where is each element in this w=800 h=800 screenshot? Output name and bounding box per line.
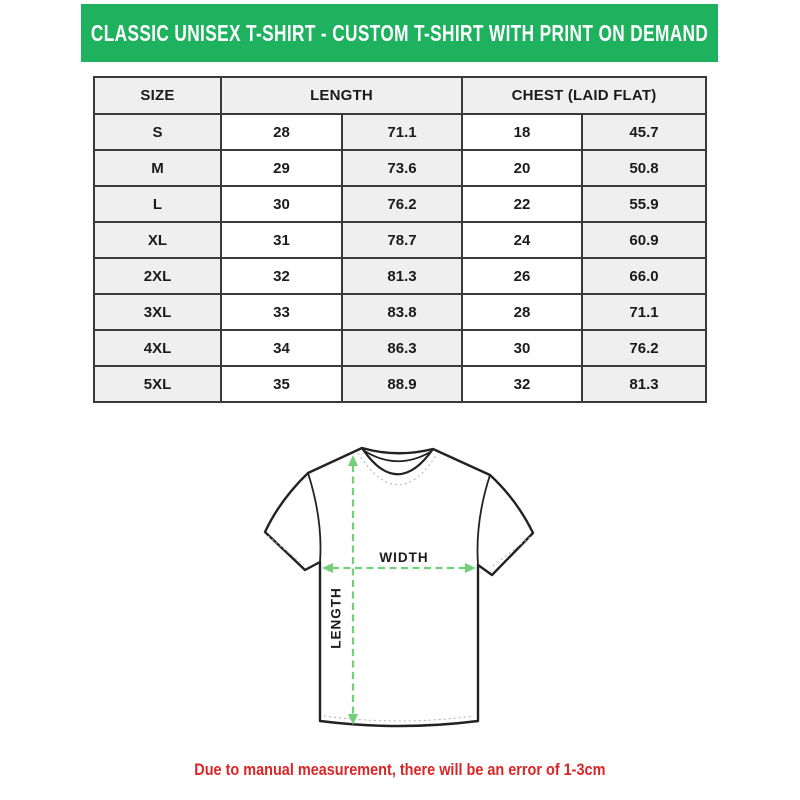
length-in-cell: 29 — [221, 150, 342, 186]
length-cm-cell: 86.3 — [342, 330, 462, 366]
size-cell: 3XL — [94, 294, 221, 330]
tshirt-outline — [265, 448, 533, 726]
length-in-cell: 33 — [221, 294, 342, 330]
length-cm-cell: 78.7 — [342, 222, 462, 258]
chest-cm-cell: 50.8 — [582, 150, 706, 186]
chest-cm-cell: 76.2 — [582, 330, 706, 366]
length-cm-cell: 76.2 — [342, 186, 462, 222]
page-title: CLASSIC UNISEX T-SHIRT - CUSTOM T-SHIRT WITH PRINT ON DEMAND — [90, 19, 709, 46]
chest-in-cell: 20 — [462, 150, 582, 186]
column-header-length: LENGTH — [221, 77, 462, 114]
chest-in-cell: 24 — [462, 222, 582, 258]
length-in-cell: 30 — [221, 186, 342, 222]
size-cell: L — [94, 186, 221, 222]
length-in-cell: 28 — [221, 114, 342, 150]
disclaimer-text: Due to manual measurement, there will be an error of 1-3cm — [194, 760, 606, 779]
column-header-chest: CHEST (LAID FLAT) — [462, 77, 706, 114]
chest-cm-cell: 55.9 — [582, 186, 706, 222]
chest-in-cell: 18 — [462, 114, 582, 150]
length-cm-cell: 83.8 — [342, 294, 462, 330]
length-label: LENGTH — [328, 587, 344, 649]
length-cm-cell: 73.6 — [342, 150, 462, 186]
table-row — [94, 366, 706, 402]
size-cell: 2XL — [94, 258, 221, 294]
table-row — [94, 114, 706, 150]
chest-in-cell: 26 — [462, 258, 582, 294]
chest-in-cell: 28 — [462, 294, 582, 330]
table-row — [94, 258, 706, 294]
size-cell: S — [94, 114, 221, 150]
table-row — [94, 186, 706, 222]
chest-cm-cell: 66.0 — [582, 258, 706, 294]
length-in-cell: 31 — [221, 222, 342, 258]
tshirt-measurement-diagram — [248, 436, 552, 740]
length-in-cell: 35 — [221, 366, 342, 402]
length-cm-cell: 71.1 — [342, 114, 462, 150]
chest-cm-cell: 81.3 — [582, 366, 706, 402]
table-header-row — [94, 77, 706, 114]
width-label: WIDTH — [379, 550, 429, 565]
length-cm-cell: 88.9 — [342, 366, 462, 402]
size-chart-table — [93, 76, 707, 403]
chest-cm-cell: 71.1 — [582, 294, 706, 330]
chest-in-cell: 30 — [462, 330, 582, 366]
table-row — [94, 294, 706, 330]
size-cell: XL — [94, 222, 221, 258]
table-row — [94, 222, 706, 258]
table-row — [94, 330, 706, 366]
chest-in-cell: 32 — [462, 366, 582, 402]
measurement-disclaimer — [0, 760, 800, 780]
size-cell: 5XL — [94, 366, 221, 402]
length-cm-cell: 81.3 — [342, 258, 462, 294]
size-cell: M — [94, 150, 221, 186]
column-header-size: SIZE — [94, 77, 221, 114]
chest-cm-cell: 60.9 — [582, 222, 706, 258]
length-in-cell: 34 — [221, 330, 342, 366]
size-cell: 4XL — [94, 330, 221, 366]
table-row — [94, 150, 706, 186]
title-banner — [81, 4, 718, 62]
chest-cm-cell: 45.7 — [582, 114, 706, 150]
length-in-cell: 32 — [221, 258, 342, 294]
chest-in-cell: 22 — [462, 186, 582, 222]
